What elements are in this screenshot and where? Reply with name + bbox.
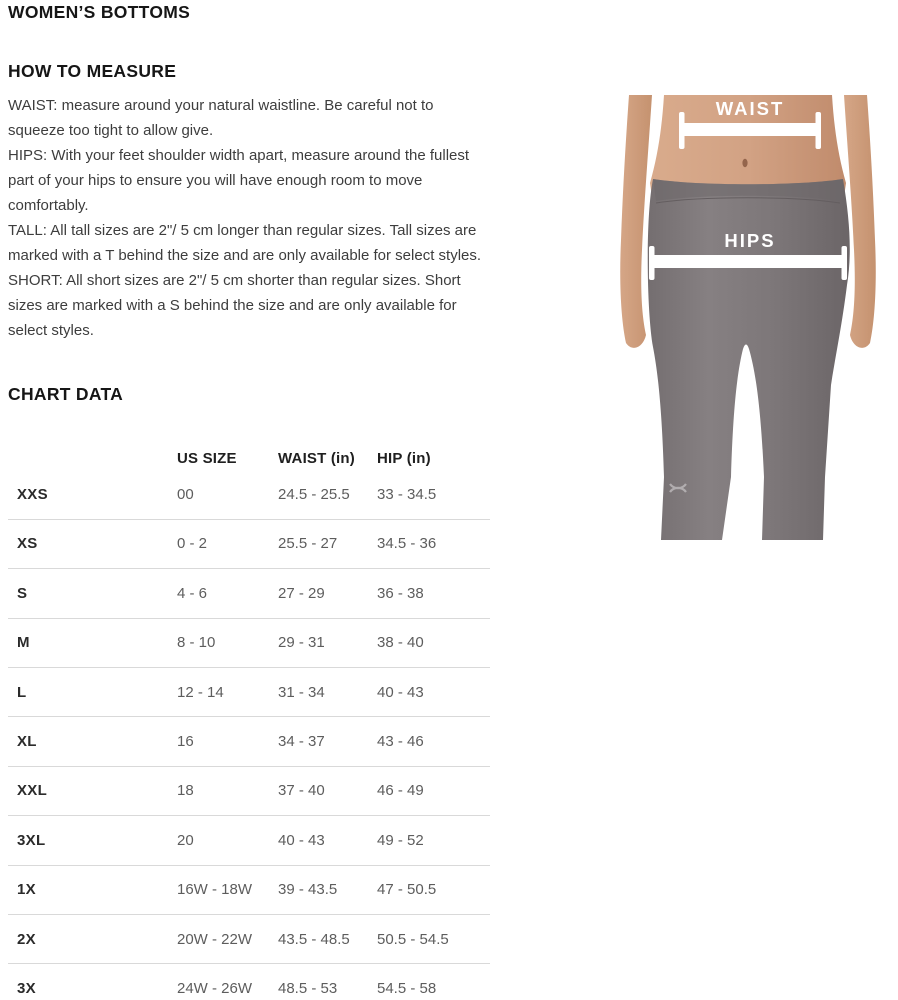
page-title: WOMEN’S BOTTOMS	[8, 2, 191, 22]
hip-value: 54.5 - 58	[377, 980, 437, 998]
us-size-value: 0 - 2	[177, 535, 208, 553]
size-label: M	[17, 634, 30, 652]
measure-text-line: HIPS: With your feet shoulder width apart, measure around the fullest	[8, 147, 470, 164]
size-guide-figure	[598, 85, 898, 545]
us-size-value: 4 - 6	[177, 584, 208, 602]
measure-text-line: select styles.	[8, 322, 94, 339]
waist-value: 37 - 40	[278, 782, 325, 800]
hip-value: 49 - 52	[377, 831, 424, 849]
waist-value: 40 - 43	[278, 831, 325, 849]
size-label: XXS	[17, 486, 48, 504]
model-navel	[742, 159, 747, 167]
us-size-value: 18	[177, 782, 194, 800]
hip-value: 47 - 50.5	[377, 881, 437, 899]
hip-value: 38 - 40	[377, 634, 424, 652]
table-row	[8, 915, 490, 964]
waist-value: 25.5 - 27	[278, 535, 338, 553]
hip-value: 33 - 34.5	[377, 486, 437, 504]
hip-value: 46 - 49	[377, 782, 424, 800]
measure-text-line: SHORT: All short sizes are 2"/ 5 cm shorter than regular sizes. Short	[8, 272, 461, 289]
measure-text-line: squeeze too tight to allow give.	[8, 122, 214, 139]
table-row	[8, 717, 490, 766]
waist-value: 27 - 29	[278, 584, 325, 602]
table-header-hip: HIP (in)	[377, 450, 431, 467]
us-size-value: 24W - 26W	[177, 980, 253, 998]
measure-text-line: marked with a T behind the size and are only available for select styles.	[8, 247, 482, 264]
model-illustration	[598, 85, 898, 545]
size-label: XXL	[17, 782, 48, 800]
waist-value: 29 - 31	[278, 634, 325, 652]
hip-value: 43 - 46	[377, 733, 424, 751]
measure-text-line: comfortably.	[8, 197, 89, 214]
table-row	[8, 964, 490, 1000]
waist-measure-label: WAIST	[715, 98, 785, 119]
table-row	[8, 520, 490, 569]
measure-text-line: WAIST: measure around your natural waistline. Be careful not to	[8, 97, 434, 114]
size-label: 3XL	[17, 831, 46, 849]
measure-text-line: TALL: All tall sizes are 2"/ 5 cm longer than regular sizes. Tall sizes are	[8, 222, 477, 239]
waist-value: 31 - 34	[278, 683, 325, 701]
table-row	[8, 619, 490, 668]
hip-value: 34.5 - 36	[377, 535, 437, 553]
size-label: S	[17, 584, 28, 602]
size-label: 1X	[17, 881, 36, 899]
size-label: XS	[17, 535, 38, 553]
model-right-arm	[844, 95, 876, 348]
table-row	[8, 470, 490, 519]
size-label: 3X	[17, 980, 36, 998]
waist-value: 43.5 - 48.5	[278, 930, 350, 948]
table-header-row	[8, 443, 490, 470]
hip-value: 40 - 43	[377, 683, 424, 701]
chart-data-heading: CHART DATA	[8, 384, 124, 404]
waist-value: 48.5 - 53	[278, 980, 338, 998]
us-size-value: 12 - 14	[177, 683, 224, 701]
measure-text-line: part of your hips to ensure you will have enough room to move	[8, 172, 423, 189]
us-size-value: 16	[177, 733, 194, 751]
waist-value: 39 - 43.5	[278, 881, 338, 899]
table-row	[8, 569, 490, 618]
model-left-arm	[620, 95, 652, 348]
waist-value: 24.5 - 25.5	[278, 486, 350, 504]
size-label: XL	[17, 733, 37, 751]
table-header-us-size: US SIZE	[177, 450, 237, 467]
table-row	[8, 767, 490, 816]
table-header-waist: WAIST (in)	[278, 450, 355, 467]
size-chart-table	[8, 443, 490, 1000]
us-size-value: 16W - 18W	[177, 881, 253, 899]
table-row	[8, 668, 490, 717]
measure-text-line: sizes are marked with a S behind the size and are only available for	[8, 297, 457, 314]
hips-measure-label: HIPS	[724, 230, 776, 251]
table-row	[8, 866, 490, 915]
us-size-value: 20	[177, 831, 194, 849]
us-size-value: 20W - 22W	[177, 930, 253, 948]
table-row	[8, 816, 490, 865]
hip-value: 50.5 - 54.5	[377, 930, 449, 948]
how-to-measure-heading: HOW TO MEASURE	[8, 61, 177, 81]
us-size-value: 8 - 10	[177, 634, 216, 652]
waist-value: 34 - 37	[278, 733, 325, 751]
size-label: 2X	[17, 930, 36, 948]
size-label: L	[17, 683, 27, 701]
how-to-measure-text	[8, 93, 548, 343]
us-size-value: 00	[177, 486, 194, 504]
hip-value: 36 - 38	[377, 584, 424, 602]
